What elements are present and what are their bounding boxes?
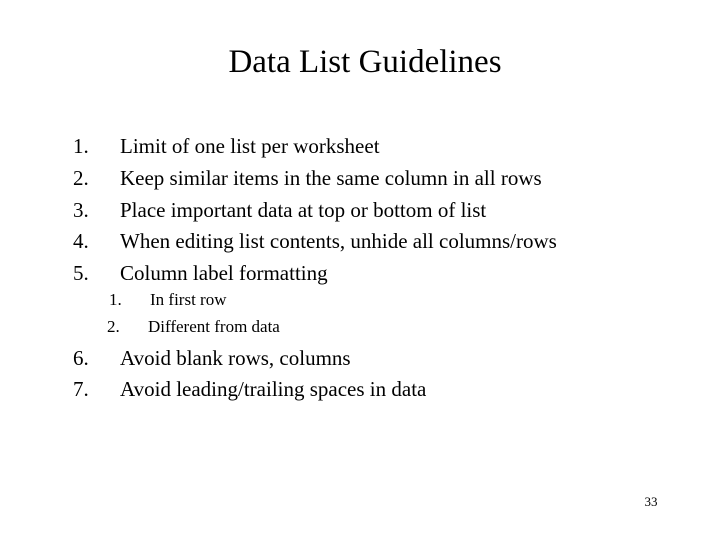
list-item-text: Column label formatting xyxy=(120,261,328,285)
list-item-text: Place important data at top or bottom of list xyxy=(120,198,487,222)
list-item-text: Avoid leading/trailing spaces in data xyxy=(120,377,427,401)
list-item-text: Avoid blank rows, columns xyxy=(120,346,351,370)
list-item-text: Limit of one list per worksheet xyxy=(120,134,380,158)
list-item-number: 3. xyxy=(73,198,89,222)
slide-title: Data List Guidelines xyxy=(228,44,502,80)
page-number: 33 xyxy=(644,494,658,509)
list-item-text: Keep similar items in the same column in all rows xyxy=(120,166,542,190)
sub-list-item-text: In first row xyxy=(150,290,227,309)
list-item-number: 7. xyxy=(73,377,89,401)
list-item-number: 5. xyxy=(73,261,89,285)
list-item-number: 2. xyxy=(73,166,89,190)
sub-list-item-number: 2. xyxy=(107,317,120,336)
sub-list-item-number: 1. xyxy=(109,290,122,309)
list-item-number: 1. xyxy=(73,134,89,158)
list-item-number: 4. xyxy=(73,229,89,253)
sub-list-item-text: Different from data xyxy=(148,317,280,336)
list-item-text: When editing list contents, unhide all columns/rows xyxy=(120,229,557,253)
list-item-number: 6. xyxy=(73,346,89,370)
